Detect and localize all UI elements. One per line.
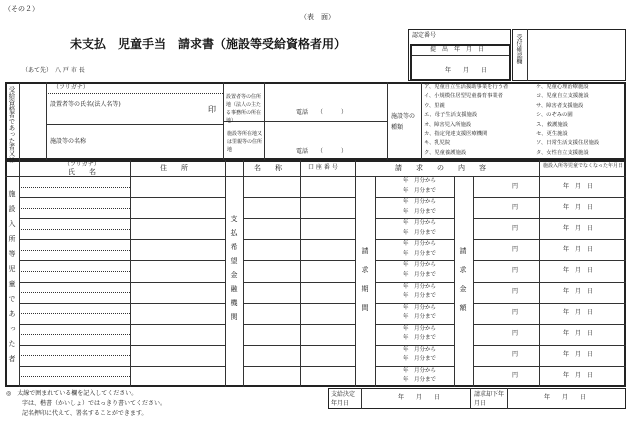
period-to: 年 月分まで [403, 356, 437, 363]
row-divider [19, 250, 130, 251]
seal-mark: 印 [208, 105, 216, 114]
no-longer-date: 年 月 日 [563, 288, 594, 296]
facility-type-option[interactable]: エ、母子生活支援施設 [424, 112, 478, 119]
row-divider [130, 345, 225, 346]
row-divider [19, 366, 130, 367]
bank-vertical-label: 支払希望金融機関 [230, 215, 238, 327]
phone-label-2: 電話 [296, 148, 309, 155]
facility-setter-name-label: 設置者等の氏名(法人名等) [50, 101, 121, 108]
amount-yen: 円 [512, 203, 519, 211]
row-divider [19, 313, 130, 314]
row-divider [375, 324, 454, 325]
amount-yen: 円 [512, 224, 519, 232]
facility-type-option[interactable]: ク、児童養護施設 [424, 149, 467, 156]
row-divider [243, 345, 300, 346]
facility-type-option[interactable]: サ、障害者支援施設 [536, 102, 584, 109]
amount-yen: 円 [512, 288, 519, 296]
amount-yen: 円 [512, 372, 519, 380]
row-divider [243, 282, 300, 283]
row-divider [19, 282, 130, 283]
row-divider [243, 366, 300, 367]
facility-type-option[interactable]: ア、児童自立生活援助事業を行う者 [424, 84, 509, 90]
facility-type-option[interactable]: イ、小規模住居型児童養育事業者 [424, 93, 503, 100]
row-divider [19, 324, 130, 325]
header-claim-content: 請 求 の 内 容 [395, 164, 486, 172]
row-divider [19, 271, 130, 272]
child-vertical-label: 施設入所等児童であった者 [8, 190, 16, 370]
row-divider [300, 239, 355, 240]
approval-number-label: 認定番号 [412, 32, 437, 39]
row-divider [19, 376, 130, 377]
header-account-number: 口 座 番 号 [308, 164, 338, 171]
row-divider [19, 229, 130, 230]
facility-type-option[interactable]: キ、乳児院 [424, 140, 451, 147]
row-divider [473, 239, 626, 240]
footer-note-1: ◎ 太線で囲まれている欄を記入してください。 [6, 390, 138, 397]
row-divider [473, 324, 626, 325]
period-to: 年 月分まで [403, 377, 437, 384]
footer-note-2: 字は、楷書（かいしょ）ではっきり書いてください。 [22, 400, 167, 407]
row-divider [130, 324, 225, 325]
row-divider [243, 239, 300, 240]
header-name: 氏 名 [68, 168, 96, 176]
phone-input-1[interactable]: （ ） [317, 109, 348, 116]
row-divider [375, 282, 454, 283]
period-to: 年 月分まで [403, 293, 437, 300]
row-divider [473, 303, 626, 304]
setter-address-label: 設置者等の住所地（法人の主たる事務所の所在地） [226, 94, 262, 124]
row-divider [130, 218, 225, 219]
amount-yen: 円 [512, 266, 519, 274]
period-from: 年 月分から [403, 367, 437, 374]
row-divider [243, 324, 300, 325]
row-divider [19, 218, 130, 219]
no-longer-date: 年 月 日 [563, 309, 594, 317]
facility-type-option[interactable]: コ、児童自立支援施設 [536, 93, 589, 100]
facility-type-option[interactable]: セ、更生施設 [536, 131, 568, 137]
footer-note-3: 記名押印に代えて、署名することができます。 [22, 410, 148, 417]
facility-type-label: 施設等の種類 [391, 113, 416, 131]
facility-type-option[interactable]: カ、指定発達支援医療機関 [424, 131, 488, 137]
row-divider [473, 260, 626, 261]
row-divider [130, 197, 225, 198]
period-to: 年 月分まで [403, 250, 437, 257]
row-divider [473, 366, 626, 367]
amount-yen: 円 [512, 351, 519, 359]
period-from: 年 月分から [403, 283, 437, 290]
receipt-stamp-box [512, 29, 626, 81]
row-divider [300, 260, 355, 261]
row-divider [300, 345, 355, 346]
row-divider [243, 197, 300, 198]
addressee: （あて先） 八 戸 市 長 [22, 67, 85, 74]
form-number: （その２） [4, 5, 39, 13]
row-divider [19, 208, 130, 209]
row-divider [19, 355, 130, 356]
amount-yen: 円 [512, 330, 519, 338]
front-side-label: （表 面） [300, 13, 335, 21]
amount-yen: 円 [512, 182, 519, 190]
no-longer-date: 年 月 日 [563, 203, 594, 211]
header-bank-name: 名 称 [254, 164, 282, 172]
row-divider [300, 218, 355, 219]
period-from: 年 月分から [403, 304, 437, 311]
row-divider [130, 303, 225, 304]
row-divider [473, 282, 626, 283]
period-from: 年 月分から [403, 178, 437, 184]
facility-location-label: 施設等所在地又は里親等の住所地 [227, 131, 263, 153]
rejection-value: 年 月 日 [544, 394, 587, 401]
no-longer-date: 年 月 日 [563, 372, 594, 380]
period-to: 年 月分まで [403, 229, 437, 236]
row-divider [19, 292, 130, 293]
period-to: 年 月分まで [403, 335, 437, 342]
row-divider [375, 303, 454, 304]
period-to: 年 月分まで [403, 208, 437, 215]
row-divider [473, 197, 626, 198]
period-from: 年 月分から [403, 220, 437, 227]
period-from: 年 月分から [403, 325, 437, 332]
no-longer-date: 年 月 日 [563, 266, 594, 274]
amount-yen: 円 [512, 245, 519, 253]
row-divider [19, 303, 130, 304]
row-divider [375, 345, 454, 346]
row-divider [19, 334, 130, 335]
facility-type-option[interactable]: オ、障害児入所施設 [424, 121, 472, 128]
facility-type-option[interactable]: タ、女性自立支援施設 [536, 149, 589, 156]
no-longer-date: 年 月 日 [563, 182, 594, 190]
row-divider [130, 282, 225, 283]
receipt-stamp-label: 受付確認欄 [515, 34, 522, 64]
row-divider [300, 366, 355, 367]
row-divider [130, 366, 225, 367]
row-divider [243, 218, 300, 219]
period-to: 年 月分まで [403, 314, 437, 321]
row-divider [473, 218, 626, 219]
facility-type-option[interactable]: ス、救護施設 [536, 121, 568, 128]
period-to: 年 月分まで [403, 187, 437, 194]
submission-date-label: 提 出 年 月 日 [430, 46, 485, 53]
no-longer-date: 年 月 日 [563, 245, 594, 253]
row-divider [19, 187, 130, 188]
row-divider [375, 197, 454, 198]
payment-decision-label: 支給決定年月日 [331, 391, 356, 407]
header-address: 住 所 [160, 164, 188, 172]
row-divider [19, 345, 130, 346]
form-title: 未支払 児童手当 請求書（施設等受給資格者用） [70, 37, 347, 51]
row-divider [243, 260, 300, 261]
header-furigana: （フリガナ） [64, 161, 100, 168]
setter-furigana: （フリガナ） [53, 84, 89, 91]
row-divider [300, 282, 355, 283]
claim-period-vertical-label: 請求期間 [361, 247, 369, 323]
period-from: 年 月分から [403, 346, 437, 353]
row-divider [243, 303, 300, 304]
row-divider [300, 197, 355, 198]
row-divider [300, 303, 355, 304]
no-longer-date: 年 月 日 [563, 224, 594, 232]
recipient-vertical-label: 受給資格者であった者又は [7, 86, 16, 163]
row-divider [19, 260, 130, 261]
header-facility-note: 施設入所等児童でなくなった年月日 [543, 163, 624, 169]
row-divider [473, 345, 626, 346]
no-longer-date: 年 月 日 [563, 330, 594, 338]
amount-yen: 円 [512, 309, 519, 317]
facility-type-option[interactable]: ソ、日常生活支援住居施設 [536, 140, 600, 147]
period-to: 年 月分まで [403, 271, 437, 278]
phone-label-1: 電話 [296, 109, 309, 116]
claim-amount-vertical-label: 請求金額 [459, 247, 467, 323]
row-divider [19, 197, 130, 198]
claim-table [5, 160, 626, 387]
row-divider [130, 260, 225, 261]
row-divider [375, 366, 454, 367]
row-divider [130, 239, 225, 240]
phone-input-2[interactable]: （ ） [317, 148, 348, 155]
row-divider [19, 239, 130, 240]
rejection-label: 請求却下年月日 [474, 391, 505, 407]
payment-decision-value: 年 月 日 [398, 394, 441, 401]
facility-type-option[interactable]: ウ、里親 [424, 102, 445, 109]
no-longer-date: 年 月 日 [563, 351, 594, 359]
row-divider [300, 324, 355, 325]
period-from: 年 月分から [403, 199, 437, 206]
period-from: 年 月分から [403, 241, 437, 248]
facility-name-label: 施設等の名称 [50, 138, 87, 145]
period-from: 年 月分から [403, 262, 437, 269]
facility-type-option[interactable]: ケ、児童心理治療施設 [536, 84, 589, 90]
submission-date-value: 年 月 日 [445, 67, 488, 74]
facility-type-option[interactable]: シ、のぞみの園 [536, 112, 573, 119]
